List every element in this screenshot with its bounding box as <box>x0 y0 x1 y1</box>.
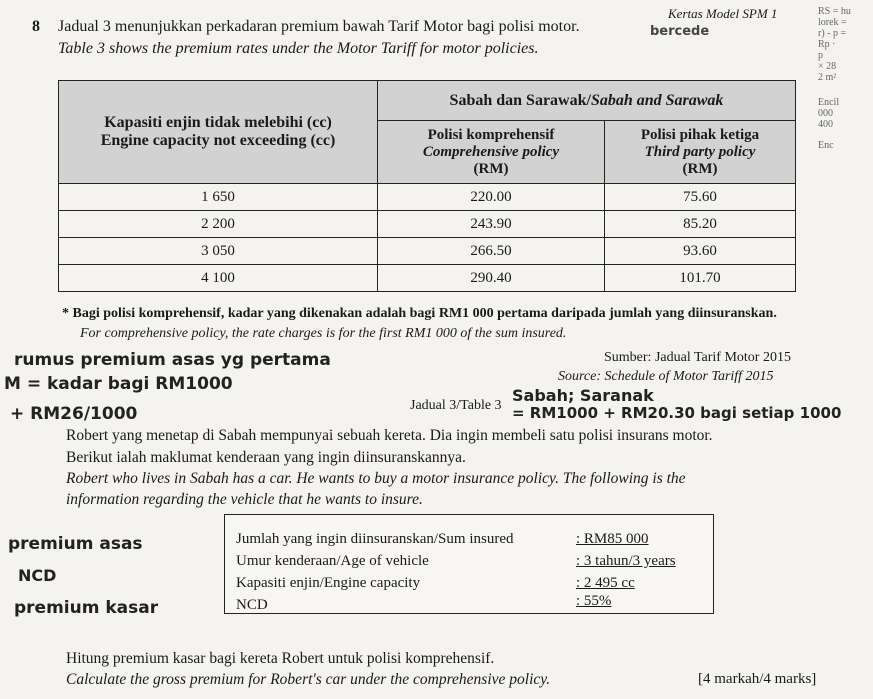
margin-note: 2 m² <box>818 72 837 83</box>
handwritten-step: premium kasar <box>14 598 159 618</box>
vehicle-age-value: : 3 tahun/3 years <box>576 553 676 569</box>
question-intro-english: Table 3 shows the premium rates under the Motor Tariff for motor policies. <box>58 40 539 57</box>
task-english: Calculate the gross premium for Robert's car under the comprehensive policy. <box>66 671 551 688</box>
margin-note: p <box>818 50 823 61</box>
source-malay: Sumber: Jadual Tarif Motor 2015 <box>604 350 791 365</box>
engine-capacity-value: : 2 495 cc <box>576 575 635 591</box>
footnote-malay: * Bagi polisi komprehensif, kadar yang dikenakan adalah bagi RM1 000 pertama daripada jumlah yang diinsuranskan. <box>62 306 777 321</box>
margin-note: r) - p = <box>818 28 847 39</box>
table-row: 3 050 266.50 93.60 <box>59 238 796 265</box>
paper-title: Kertas Model SPM 1 <box>668 6 778 21</box>
margin-note: 000 <box>818 108 833 119</box>
source-english: Source: Schedule of Motor Tariff 2015 <box>558 369 774 384</box>
margin-notes <box>818 6 873 216</box>
col-header-third-party: Polisi pihak ketiga Third party policy (RM) <box>605 121 796 184</box>
margin-note: RS = hu <box>818 6 851 17</box>
footnote-english: For comprehensive policy, the rate charges is for the first RM1 000 of the sum insured. <box>80 326 567 341</box>
col-header-capacity: Kapasiti enjin tidak melebihi (cc) Engine capacity not exceeding (cc) <box>59 81 378 184</box>
scenario-malay-2: Berikut ialah maklumat kenderaan yang ingin diinsuranskannya. <box>66 449 466 466</box>
ncd-value: : 55% <box>576 593 612 609</box>
ncd-label: NCD <box>236 597 268 613</box>
handwritten-formula: rumus premium asas yg pertama <box>14 350 331 370</box>
scenario-english-2: information regarding the vehicle that he wants to insure. <box>66 491 423 508</box>
handwritten-formula: Sabah; Saranak <box>512 386 654 405</box>
margin-note: × 28 <box>818 61 837 72</box>
task-malay: Hitung premium kasar bagi kereta Robert untuk polisi komprehensif. <box>66 650 495 667</box>
premium-table <box>58 80 796 292</box>
group-header: Sabah dan Sarawak/Sabah and Sarawak <box>378 81 796 121</box>
table-row: 4 100 290.40 101.70 <box>59 265 796 292</box>
marks-label: [4 markah/4 marks] <box>698 671 817 687</box>
margin-note: 400 <box>818 119 833 130</box>
handwritten-formula: = RM1000 + RM20.30 bagi setiap 1000 <box>512 404 842 422</box>
col-header-comprehensive: Polisi komprehensif Comprehensive policy (RM) <box>378 121 605 184</box>
margin-note: lorek = <box>818 17 847 28</box>
handwritten-formula: + RM26/1000 <box>10 404 138 424</box>
sum-insured-value: : RM85 000 <box>576 531 649 547</box>
margin-note: Encil <box>818 97 840 108</box>
table-caption: Jadual 3/Table 3 <box>410 398 502 413</box>
margin-note: Rp · <box>818 39 836 50</box>
scenario-malay-1: Robert yang menetap di Sabah mempunyai sebuah kereta. Dia ingin membeli satu polisi insurans motor. <box>66 427 713 444</box>
handwritten-formula: M = kadar bagi RM1000 <box>4 374 233 394</box>
margin-note: Enc <box>818 140 834 151</box>
table-row: 1 650 220.00 75.60 <box>59 184 796 211</box>
question-number: 8 <box>32 18 40 35</box>
vehicle-age-label: Umur kenderaan/Age of vehicle <box>236 553 429 569</box>
question-intro-malay: Jadual 3 menunjukkan perkadaran premium bawah Tarif Motor bagi polisi motor. <box>58 18 580 35</box>
sum-insured-label: Jumlah yang ingin diinsuranskan/Sum insured <box>236 531 514 547</box>
engine-capacity-label: Kapasiti enjin/Engine capacity <box>236 575 421 591</box>
scenario-english-1: Robert who lives in Sabah has a car. He wants to buy a motor insurance policy. The following is the <box>66 470 686 487</box>
table-row: 2 200 243.90 85.20 <box>59 211 796 238</box>
handwritten-step: premium asas <box>8 534 143 554</box>
handwritten-note: bercede <box>650 24 710 39</box>
handwritten-step: NCD <box>18 566 57 585</box>
